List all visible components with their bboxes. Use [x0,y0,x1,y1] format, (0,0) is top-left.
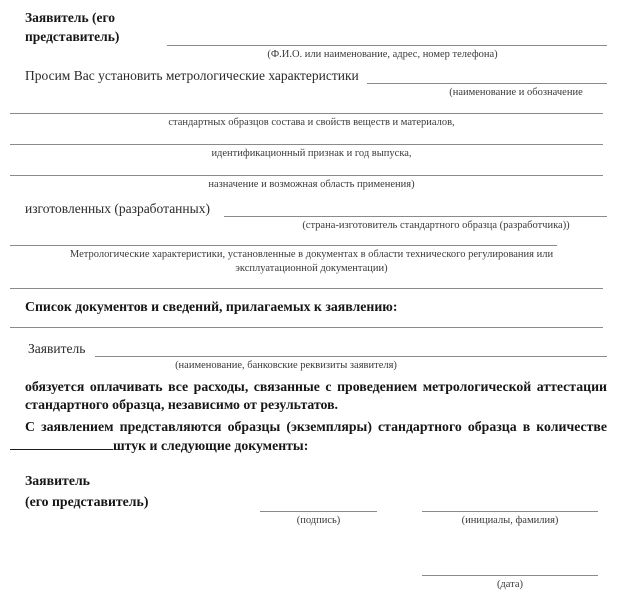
initials-field[interactable] [422,498,598,512]
date-field[interactable] [422,562,598,576]
caption-metrological-line1: Метрологические характеристики, установленные в документах в области технического регулирования или [69,249,554,260]
applicant-header-label [25,8,155,46]
applicant-row [28,341,607,357]
applicant-details-field[interactable] [95,343,607,357]
obligation-paragraph: обязуется оплачивать все расходы, связанные с проведением метрологической аттестации стандартного образца, независимо от результатов. [25,379,607,412]
signature-label-line2: (его представитель) [25,494,149,509]
caption-standard-samples: стандартных образцов состава и свойств веществ и материалов, [168,117,455,128]
caption-date: (дата) [496,579,524,590]
caption-country: (страна-изготовитель стандартного образца (разработчика)) [302,220,570,231]
manufactured-row [25,201,607,217]
caption-identification: идентификационный признак и год выпуска, [211,148,412,159]
submission-paragraph-line2 [10,436,607,456]
signature-block [25,470,607,512]
submission-paragraph-line1: С заявлением представляются образцы (экземпляры) стандартного образца в количестве [25,419,607,434]
caption-purpose: назначение и возможная область применения) [208,179,415,190]
caption-fio: (Ф.И.О. или наименование, адрес, номер телефона) [267,49,498,60]
country-field[interactable] [224,203,607,217]
signature-caption-gap [377,514,422,528]
caption-name-designation: (наименование и обозначение [449,87,583,98]
request-text: Просим Вас установить метрологические характеристики [25,68,359,83]
caption-metrological [16,248,607,276]
signature-captions [260,514,607,528]
signature-label-line1: Заявитель [25,473,90,488]
caption-initials: (инициалы, фамилия) [461,515,559,526]
standard-samples-field[interactable] [10,113,603,114]
separator-line [10,288,603,289]
metrological-field[interactable] [10,245,557,246]
applicant-header-line1: Заявитель (его [25,10,115,25]
applicant-label: Заявитель [28,341,86,356]
docs-list-heading: Список документов и сведений, прилагаемых к заявлению: [25,299,398,314]
caption-signature: (подпись) [296,515,341,526]
signature-label [25,470,260,512]
caption-metrological-line2: эксплуатационной документации) [235,263,388,274]
applicant-header-row [25,8,607,46]
caption-bank-details: (наименование, банковские реквизиты заявителя) [175,360,397,371]
purpose-field[interactable] [10,175,603,176]
characteristics-field[interactable] [367,70,607,84]
submission-paragraph-tail: штук и следующие документы: [113,438,309,453]
request-row [25,68,607,84]
applicant-header-line2: представитель) [25,29,120,44]
docs-list-field[interactable] [10,327,603,328]
signature-field[interactable] [260,498,377,512]
identification-field[interactable] [10,144,603,145]
quantity-field[interactable] [10,437,113,450]
manufactured-label: изготовленных (разработанных) [25,201,210,216]
applicant-name-field[interactable] [167,32,607,46]
